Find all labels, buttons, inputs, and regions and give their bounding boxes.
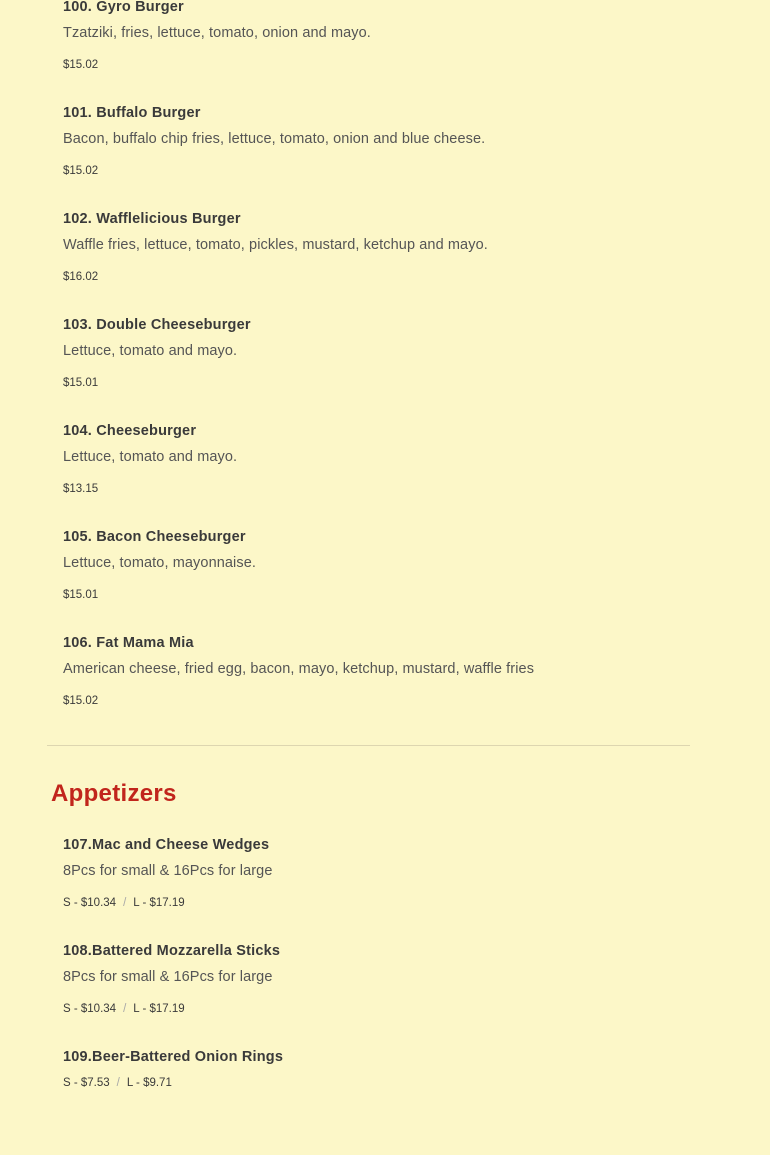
- item-price: [63, 1002, 185, 1016]
- item-name: 100. Gyro Burger: [63, 0, 184, 15]
- item-price: $15.02: [63, 165, 99, 177]
- item-name: 109.Beer-Battered Onion Rings: [63, 1049, 284, 1065]
- menu-item[interactable]: [63, 211, 703, 317]
- price-small: S - $10.34: [63, 897, 117, 909]
- item-description: Bacon, buffalo chip fries, lettuce, tomato, onion and blue cheese.: [63, 131, 486, 147]
- item-description: Waffle fries, lettuce, tomato, pickles, mustard, ketchup and mayo.: [63, 237, 488, 253]
- price-large: L - $9.71: [126, 1077, 172, 1089]
- item-name: 105. Bacon Cheeseburger: [63, 529, 246, 545]
- item-name: 101. Buffalo Burger: [63, 105, 201, 121]
- burgers-list: [63, 0, 703, 741]
- menu-item[interactable]: [63, 943, 703, 1049]
- item-description: Lettuce, tomato and mayo.: [63, 343, 238, 359]
- menu-item[interactable]: [63, 105, 703, 211]
- item-price: $15.01: [63, 377, 99, 389]
- item-description: American cheese, fried egg, bacon, mayo, ketchup, mustard, waffle fries: [63, 661, 535, 677]
- price-separator: /: [123, 1003, 127, 1015]
- item-price: $15.01: [63, 589, 99, 601]
- item-description: Lettuce, tomato, mayonnaise.: [63, 555, 257, 571]
- section-title-appetizers: Appetizers: [51, 780, 177, 807]
- item-name: 106. Fat Mama Mia: [63, 635, 194, 651]
- item-name: 104. Cheeseburger: [63, 423, 197, 439]
- item-price: $15.02: [63, 59, 99, 71]
- menu-item[interactable]: [63, 423, 703, 529]
- item-name: 108.Battered Mozzarella Sticks: [63, 943, 281, 959]
- item-name: 103. Double Cheeseburger: [63, 317, 251, 333]
- menu-item[interactable]: [63, 0, 703, 105]
- item-name: 107.Mac and Cheese Wedges: [63, 837, 270, 853]
- item-description: 8Pcs for small & 16Pcs for large: [63, 863, 273, 879]
- appetizers-list: [63, 837, 703, 1155]
- price-small: S - $7.53: [63, 1077, 110, 1089]
- menu-item[interactable]: [63, 1049, 703, 1155]
- item-price: $13.15: [63, 483, 99, 495]
- item-price: $16.02: [63, 271, 99, 283]
- item-description: Lettuce, tomato and mayo.: [63, 449, 238, 465]
- item-price: [63, 896, 185, 910]
- item-description: Tzatziki, fries, lettuce, tomato, onion and mayo.: [63, 25, 371, 41]
- price-small: S - $10.34: [63, 1003, 117, 1015]
- menu-item[interactable]: [63, 837, 703, 943]
- price-large: L - $17.19: [133, 897, 185, 909]
- price-separator: /: [123, 897, 127, 909]
- item-name: 102. Wafflelicious Burger: [63, 211, 241, 227]
- menu-item[interactable]: [63, 317, 703, 423]
- price-large: L - $17.19: [133, 1003, 185, 1015]
- item-price: $15.02: [63, 695, 99, 707]
- item-price: [63, 1076, 172, 1090]
- menu-item[interactable]: [63, 529, 703, 635]
- menu-item[interactable]: [63, 635, 703, 741]
- item-description: 8Pcs for small & 16Pcs for large: [63, 969, 273, 985]
- section-divider: [47, 745, 690, 746]
- price-separator: /: [116, 1077, 120, 1089]
